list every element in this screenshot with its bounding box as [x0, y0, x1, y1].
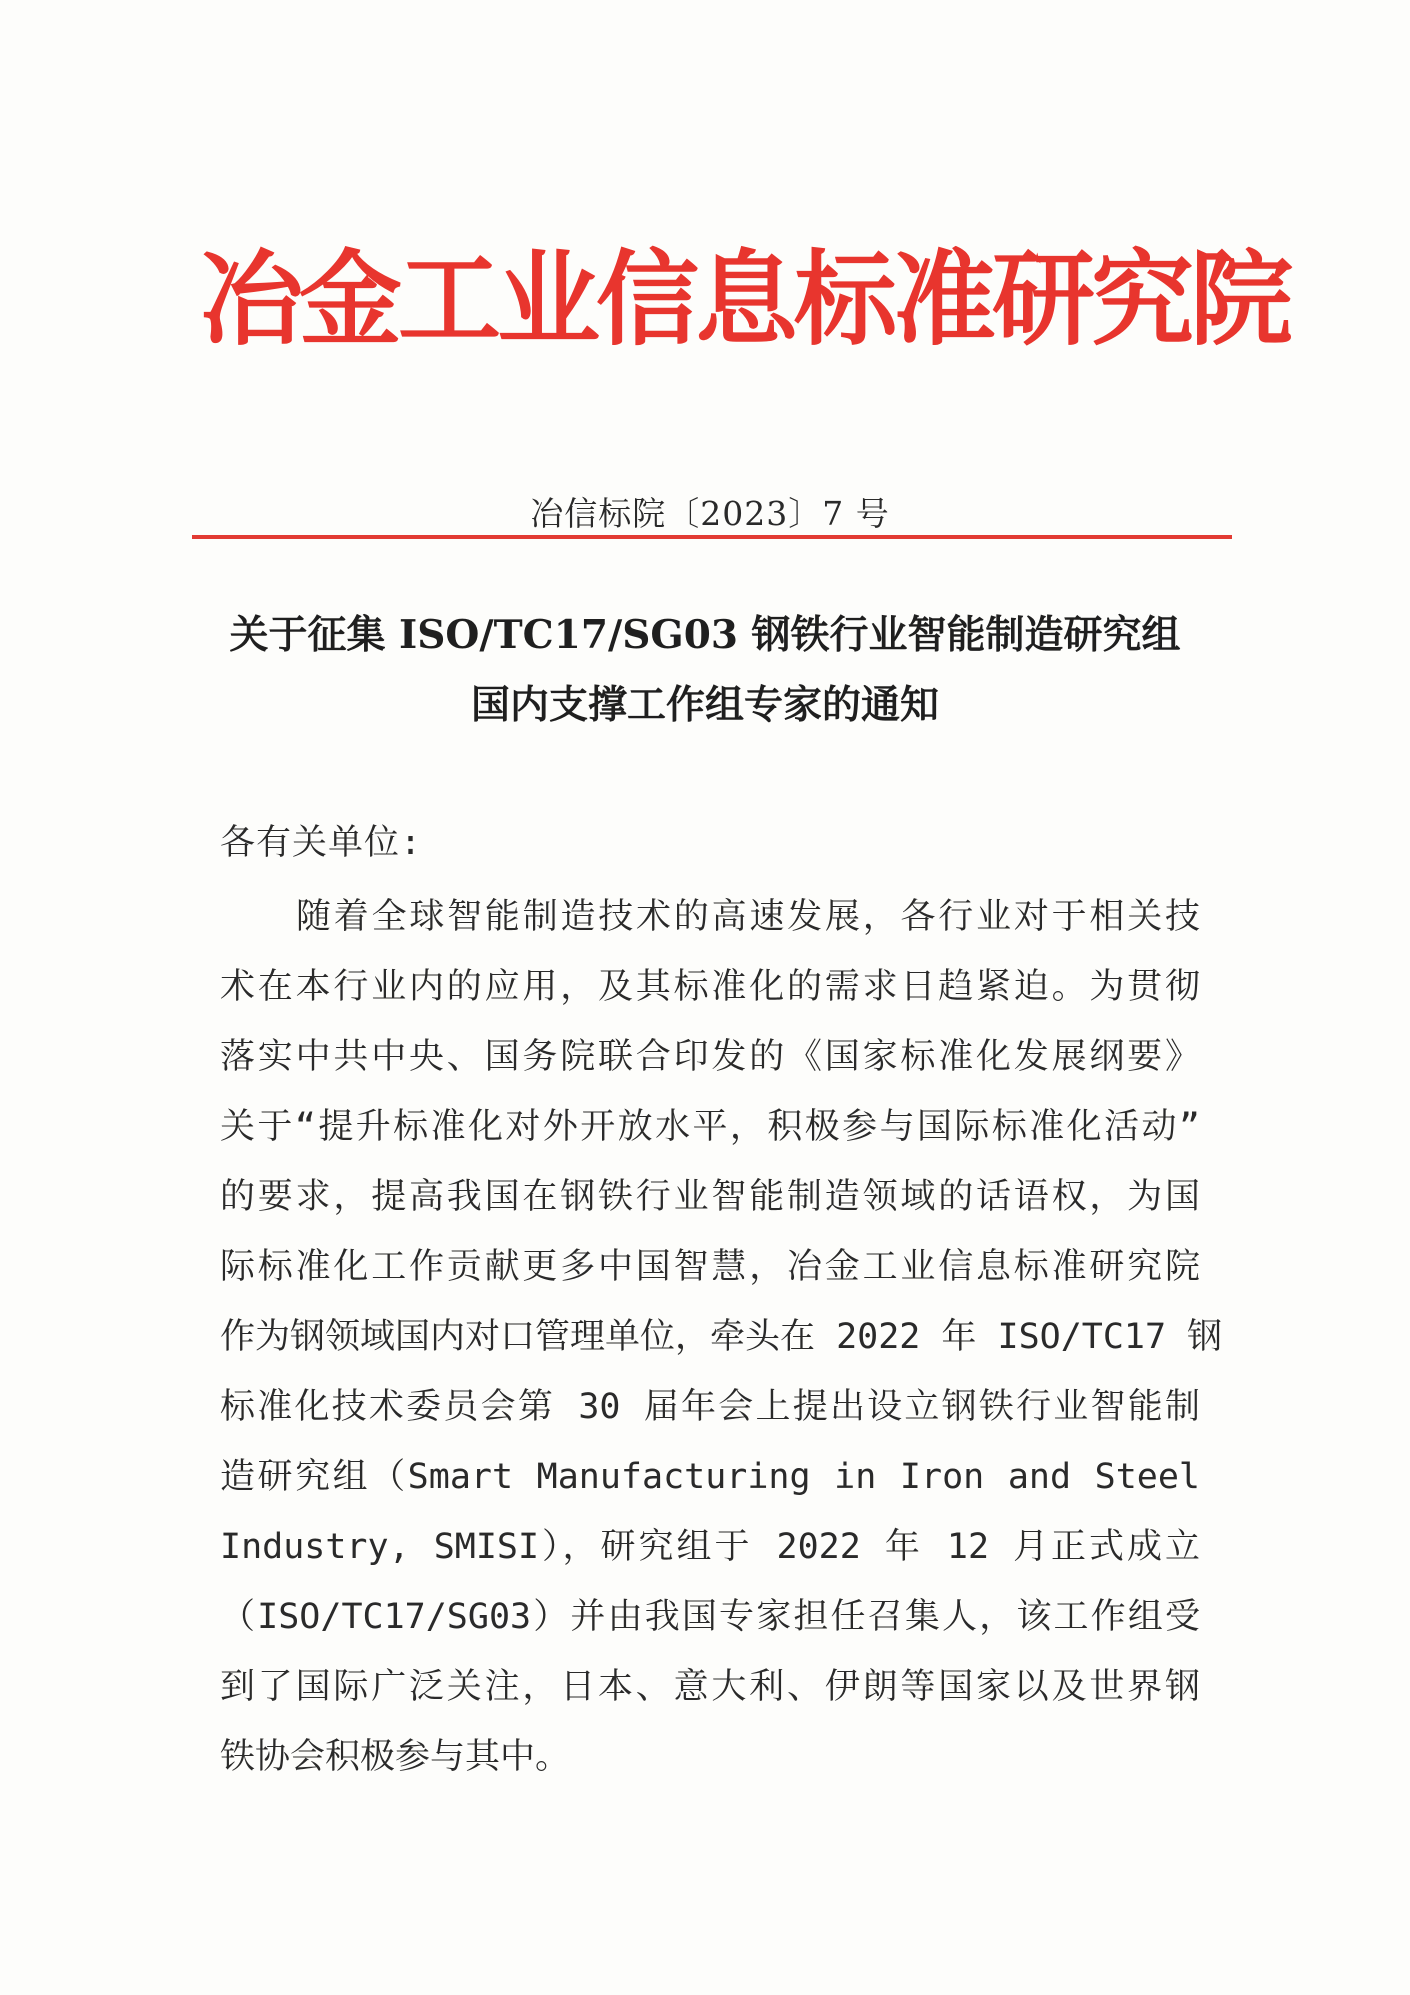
salutation: 各有关单位:	[220, 823, 423, 863]
body-line: 随着全球智能制造技术的高速发展，各行业对于相关技	[296, 897, 1200, 937]
body-line: 造研究组（Smart Manufacturing in Iron and Steel	[220, 1457, 1200, 1497]
document-number: 冶信标院〔2023〕7 号	[530, 494, 890, 533]
body-line: 的要求，提高我国在钢铁行业智能制造领域的话语权，为国	[220, 1177, 1200, 1217]
body-paragraph	[220, 882, 1223, 1792]
title-line: 国内支撑工作组专家的通知	[470, 682, 939, 728]
title-line: 关于征集 ISO/TC17/SG03 钢铁行业智能制造研究组	[229, 612, 1181, 658]
body-line: 落实中共中央、国务院联合印发的《国家标准化发展纲要》	[220, 1037, 1200, 1077]
body-line: 作为钢领域国内对口管理单位，牵头在 2022 年 ISO/TC17 钢	[220, 1317, 1223, 1357]
body-line: 关于“提升标准化对外开放水平，积极参与国际标准化活动”	[220, 1107, 1200, 1147]
body-line: Industry, SMISI），研究组于 2022 年 12 月正式成立	[220, 1527, 1200, 1567]
letterhead-title: 冶金工业信息标准研究院	[200, 239, 1289, 360]
red-divider-rule	[192, 535, 1232, 539]
body-line: 际标准化工作贡献更多中国智慧，冶金工业信息标准研究院	[220, 1247, 1200, 1287]
body-line: 术在本行业内的应用，及其标准化的需求日趋紧迫。为贯彻	[220, 967, 1200, 1007]
body-line: 铁协会积极参与其中。	[220, 1737, 571, 1777]
body-line: 到了国际广泛关注，日本、意大利、伊朗等国家以及世界钢	[220, 1667, 1200, 1707]
notice-title	[150, 600, 1260, 740]
body-line: 标准化技术委员会第 30 届年会上提出设立钢铁行业智能制	[220, 1387, 1200, 1427]
body-line: （ISO/TC17/SG03）并由我国专家担任召集人，该工作组受	[220, 1597, 1200, 1637]
